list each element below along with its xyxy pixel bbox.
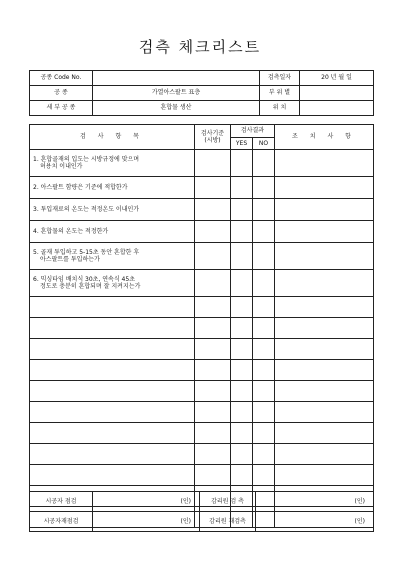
inspection-item xyxy=(30,444,195,465)
no-cell[interactable] xyxy=(253,150,275,177)
standard-cell[interactable] xyxy=(195,177,231,199)
no-cell[interactable] xyxy=(253,243,275,270)
supervisor-reinspection-seal[interactable]: (인) xyxy=(256,512,374,532)
contractor-recheck-label: 시공자재점검 xyxy=(30,512,93,532)
action-cell[interactable] xyxy=(275,199,374,221)
inspection-item-text: 2. 아스팔트 함량은 기준에 적합한가 xyxy=(33,183,128,191)
table-row xyxy=(30,339,374,360)
no-cell[interactable] xyxy=(253,423,275,444)
work-type-value[interactable]: 가열아스팔트 표층 xyxy=(93,86,260,101)
yes-cell[interactable] xyxy=(231,199,253,221)
inspection-date-value[interactable]: 20 년 월 일 xyxy=(300,71,374,86)
signature-row xyxy=(30,492,374,512)
action-cell[interactable] xyxy=(275,465,374,486)
location-label: 위 치 xyxy=(260,101,300,116)
no-cell[interactable] xyxy=(253,177,275,199)
yes-cell[interactable] xyxy=(231,402,253,423)
col-no-header: NO xyxy=(253,138,275,150)
standard-cell[interactable] xyxy=(195,444,231,465)
contractor-check-seal[interactable]: (인) xyxy=(93,492,200,512)
yes-cell[interactable] xyxy=(231,465,253,486)
table-row xyxy=(30,150,374,177)
inspection-item xyxy=(30,465,195,486)
col-item-header: 검 사 항 목 xyxy=(30,125,195,150)
yes-cell[interactable] xyxy=(231,318,253,339)
supervisor-inspection-seal[interactable]: (인) xyxy=(256,492,374,512)
table-row xyxy=(30,360,374,381)
yes-cell[interactable] xyxy=(231,177,253,199)
part-label: 부 위 별 xyxy=(260,86,300,101)
col-result-header: 검사결과 xyxy=(231,125,275,138)
action-cell[interactable] xyxy=(275,270,374,297)
inspection-item-text: 3. 투입재료의 온도는 적정온도 이내인가 xyxy=(33,205,140,213)
inspection-item-text: 정도로 충분히 혼합되며 잘 지켜지는가 xyxy=(40,283,141,290)
inspection-item xyxy=(30,177,195,199)
no-cell[interactable] xyxy=(253,199,275,221)
table-row xyxy=(30,318,374,339)
no-cell[interactable] xyxy=(253,360,275,381)
action-cell[interactable] xyxy=(275,318,374,339)
sub-work-type-value[interactable]: 혼합물 생산 xyxy=(93,101,260,116)
no-cell[interactable] xyxy=(253,318,275,339)
standard-cell[interactable] xyxy=(195,221,231,243)
standard-cell[interactable] xyxy=(195,360,231,381)
yes-cell[interactable] xyxy=(231,381,253,402)
inspection-date-label: 검측일자 xyxy=(260,71,300,86)
yes-cell[interactable] xyxy=(231,243,253,270)
table-row xyxy=(30,402,374,423)
table-row xyxy=(30,297,374,318)
inspection-item xyxy=(30,297,195,318)
action-cell[interactable] xyxy=(275,444,374,465)
table-row xyxy=(30,444,374,465)
location-value[interactable] xyxy=(300,101,374,116)
supervisor-inspection-label: 감리원 검 측 xyxy=(200,492,256,512)
inspection-item xyxy=(30,402,195,423)
table-row xyxy=(30,243,374,270)
inspection-item xyxy=(30,150,195,177)
standard-cell[interactable] xyxy=(195,318,231,339)
yes-cell[interactable] xyxy=(231,150,253,177)
supervisor-reinspection-label: 감리원 재검측 xyxy=(200,512,256,532)
table-row xyxy=(30,199,374,221)
signature-row xyxy=(30,512,374,532)
inspection-item xyxy=(30,270,195,297)
col-action-header: 조 치 사 항 xyxy=(275,125,374,150)
sub-work-type-label: 세 부 공 종 xyxy=(30,101,93,116)
inspection-item xyxy=(30,360,195,381)
standard-cell[interactable] xyxy=(195,199,231,221)
standard-cell[interactable] xyxy=(195,243,231,270)
table-row xyxy=(30,177,374,199)
table-row xyxy=(30,221,374,243)
inspection-item xyxy=(30,318,195,339)
yes-cell[interactable] xyxy=(231,360,253,381)
action-cell[interactable] xyxy=(275,402,374,423)
part-value[interactable] xyxy=(300,86,374,101)
code-label: 공종 Code No. xyxy=(30,71,93,86)
yes-cell[interactable] xyxy=(231,444,253,465)
no-cell[interactable] xyxy=(253,297,275,318)
no-cell[interactable] xyxy=(253,221,275,243)
standard-cell[interactable] xyxy=(195,339,231,360)
table-row xyxy=(30,270,374,297)
action-cell[interactable] xyxy=(275,150,374,177)
yes-cell[interactable] xyxy=(231,297,253,318)
inspection-rows xyxy=(30,150,374,528)
standard-cell[interactable] xyxy=(195,423,231,444)
yes-cell[interactable] xyxy=(231,423,253,444)
action-cell[interactable] xyxy=(275,297,374,318)
action-cell[interactable] xyxy=(275,423,374,444)
inspection-item xyxy=(30,381,195,402)
inspection-item-text: 6. 믹싱타임 배치식 30초, 연속식 45초 xyxy=(33,275,135,283)
action-cell[interactable] xyxy=(275,221,374,243)
header-row xyxy=(30,101,374,116)
signature-table xyxy=(29,491,374,532)
inspection-item xyxy=(30,339,195,360)
inspection-table xyxy=(29,124,374,528)
inspection-item xyxy=(30,221,195,243)
page-title: 검측 체크리스트 xyxy=(138,38,262,56)
table-row xyxy=(30,465,374,486)
inspection-item xyxy=(30,423,195,444)
yes-cell[interactable] xyxy=(231,270,253,297)
no-cell[interactable] xyxy=(253,339,275,360)
action-cell[interactable] xyxy=(275,360,374,381)
contractor-recheck-seal[interactable]: (인) xyxy=(93,512,200,532)
no-cell[interactable] xyxy=(253,270,275,297)
header-row xyxy=(30,71,374,86)
col-yes-header: YES xyxy=(231,138,253,150)
inspection-item xyxy=(30,199,195,221)
inspection-item-text: 4. 혼합물의 온도는 적정한가 xyxy=(33,227,109,235)
standard-cell[interactable] xyxy=(195,402,231,423)
work-type-label: 공 종 xyxy=(30,86,93,101)
code-value[interactable] xyxy=(93,71,260,86)
inspection-item-text: 5. 골재 투입하고 5-15초 동안 혼합한 후 xyxy=(33,248,140,256)
action-cell[interactable] xyxy=(275,177,374,199)
col-standard-header: 검사기준 (시방) xyxy=(195,125,231,150)
table-head-row xyxy=(30,125,374,138)
header-row xyxy=(30,86,374,101)
standard-cell[interactable] xyxy=(195,381,231,402)
no-cell[interactable] xyxy=(253,444,275,465)
action-cell[interactable] xyxy=(275,243,374,270)
action-cell[interactable] xyxy=(275,339,374,360)
yes-cell[interactable] xyxy=(231,339,253,360)
yes-cell[interactable] xyxy=(231,221,253,243)
no-cell[interactable] xyxy=(253,381,275,402)
table-row xyxy=(30,423,374,444)
action-cell[interactable] xyxy=(275,381,374,402)
standard-cell[interactable] xyxy=(195,270,231,297)
contractor-check-label: 시공자 점검 xyxy=(30,492,93,512)
no-cell[interactable] xyxy=(253,402,275,423)
header-table xyxy=(29,70,374,116)
standard-cell[interactable] xyxy=(195,465,231,486)
standard-cell[interactable] xyxy=(195,150,231,177)
standard-cell[interactable] xyxy=(195,297,231,318)
inspection-item-text: 1. 혼합골재의 입도는 시방규정에 맞으며 xyxy=(33,155,140,163)
no-cell[interactable] xyxy=(253,465,275,486)
inspection-item-text: 아스팔트를 투입하는가 xyxy=(40,256,100,263)
table-row xyxy=(30,381,374,402)
inspection-item-text: 허용치 이내인가 xyxy=(40,163,83,170)
inspection-item xyxy=(30,243,195,270)
